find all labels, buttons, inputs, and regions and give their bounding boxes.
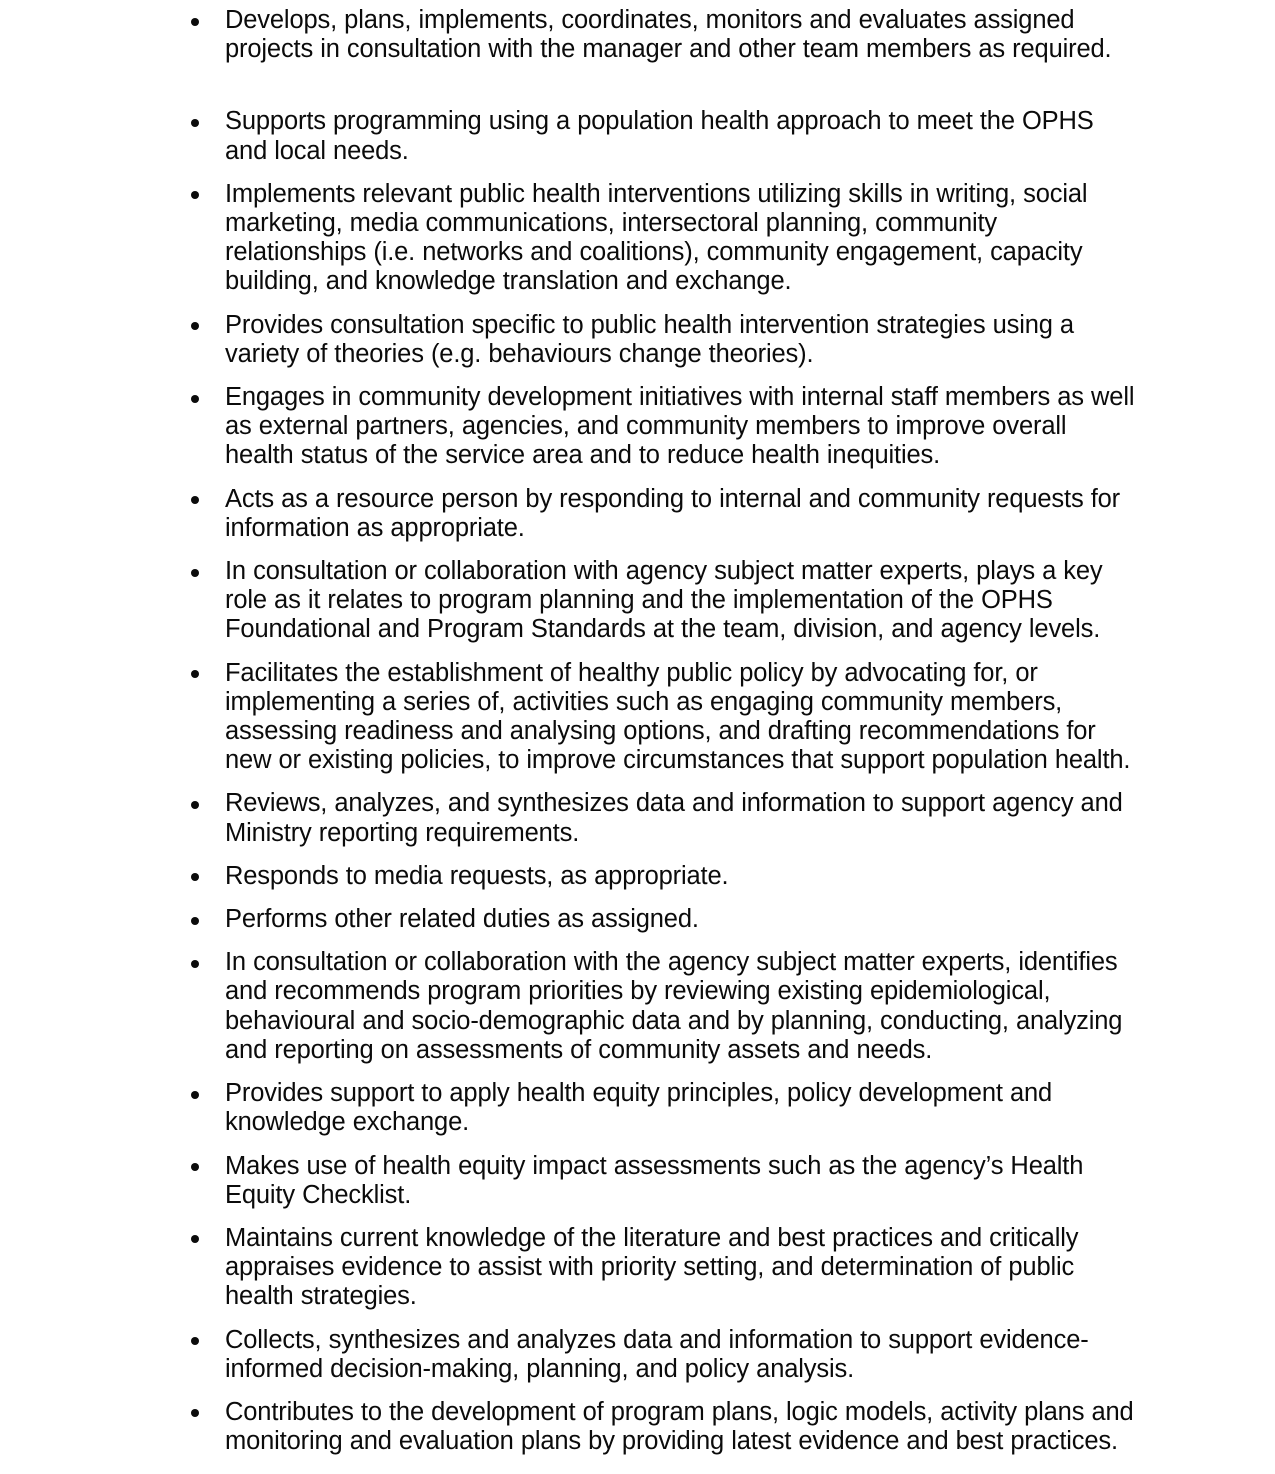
list-item: [188, 485, 1135, 543]
bullet-dot-icon: [191, 801, 199, 809]
list-item-text: Implements relevant public health interventions utilizing skills in writing, social marketing, media communications, intersectoral planning, community relationships (i.e. networks and coalitions), community engagement, capacity building, and knowledge translation and exchange.: [225, 179, 1088, 296]
list-item-text: Performs other related duties as assigned.: [225, 905, 699, 934]
list-item-text: Reviews, analyzes, and synthesizes data and information to support agency and Ministry reporting requirements.: [225, 789, 1123, 847]
list-item-text: Develops, plans, implements, coordinates, monitors and evaluates assigned projects in consultation with the manager and other team members as required.: [225, 6, 1112, 64]
bullet-dot-icon: [191, 1235, 199, 1243]
list-item: [188, 383, 1135, 471]
list-item: [188, 6, 1135, 64]
list-item: [188, 659, 1135, 776]
bullet-dot-icon: [191, 496, 199, 504]
list-item: [188, 905, 1135, 934]
bullet-dot-icon: [191, 18, 199, 26]
list-item-text: Engages in community development initiatives with internal staff members as well as external partners, agencies, and community members to improve overall health status of the service area and to reduce health inequities.: [225, 383, 1135, 470]
bullet-dot-icon: [191, 191, 199, 199]
list-item: [188, 311, 1135, 369]
bullet-dot-icon: [191, 1409, 199, 1417]
list-item-text: In consultation or collaboration with agency subject matter experts, plays a key role as it relates to program planning and the implementation of the OPHS Foundational and Program Standards at the team, division, and agency levels.: [225, 557, 1103, 644]
list-item-text: In consultation or collaboration with the agency subject matter experts, identifies and recommends program priorities by reviewing existing epidemiological, behavioural and socio-demographic data and by planning, conducting, analyzing and reporting on assessments of community assets and needs.: [225, 948, 1123, 1064]
list-item: [188, 1079, 1135, 1137]
list-item-text: Provides support to apply health equity principles, policy development and knowledge exchange.: [225, 1079, 1053, 1137]
list-item-text: Contributes to the development of program plans, logic models, activity plans and monitoring and evaluation plans by providing latest evidence and best practices.: [225, 1397, 1134, 1456]
list-item-text: Responds to media requests, as appropriate.: [225, 861, 729, 890]
bullet-dot-icon: [191, 873, 199, 881]
bullet-dot-icon: [191, 670, 199, 678]
list-item-text: Supports programming using a population health approach to meet the OPHS and local needs.: [225, 107, 1094, 165]
bullet-dot-icon: [191, 1337, 199, 1345]
list-item: [188, 948, 1135, 1065]
bullet-dot-icon: [191, 322, 199, 330]
list-item-text: Acts as a resource person by responding to internal and community requests for information as appropriate.: [225, 484, 1121, 542]
list-item-text: Provides consultation specific to public health intervention strategies using a variety of theories (e.g. behaviours change theories).: [225, 310, 1074, 368]
list-item-text: Maintains current knowledge of the literature and best practices and critically appraises evidence to assist with priority setting, and determination of public health strategies.: [225, 1223, 1079, 1311]
bullet-dot-icon: [191, 917, 199, 925]
bullet-dot-icon: [191, 1163, 199, 1171]
list-item-text: Collects, synthesizes and analyzes data and information to support evidence-informed decision-making, planning, and policy analysis.: [225, 1325, 1089, 1383]
list-item-text: Makes use of health equity impact assessments such as the agency’s Health Equity Checklist.: [225, 1151, 1084, 1209]
list-item: [188, 107, 1135, 165]
list-item: [188, 557, 1135, 645]
bullet-dot-icon: [191, 1091, 199, 1099]
list-item: [188, 180, 1135, 297]
list-item: [188, 789, 1135, 847]
bullet-dot-icon: [191, 569, 199, 577]
list-item: [188, 1326, 1135, 1384]
list-item: [188, 862, 1135, 891]
bullet-dot-icon: [191, 960, 199, 968]
bullet-dot-icon: [191, 119, 199, 127]
list-item: [188, 1224, 1135, 1312]
list-item: [188, 1398, 1135, 1456]
list-item: [188, 1152, 1135, 1210]
bullet-dot-icon: [191, 395, 199, 403]
duties-bulleted-list: [188, 6, 1135, 1456]
list-item-text: Facilitates the establishment of healthy public policy by advocating for, or implementing a series of, activities such as engaging community members, assessing readiness and analysing options, and drafting recommendations for new or existing policies, to improve circumstances that support population health.: [225, 658, 1131, 775]
